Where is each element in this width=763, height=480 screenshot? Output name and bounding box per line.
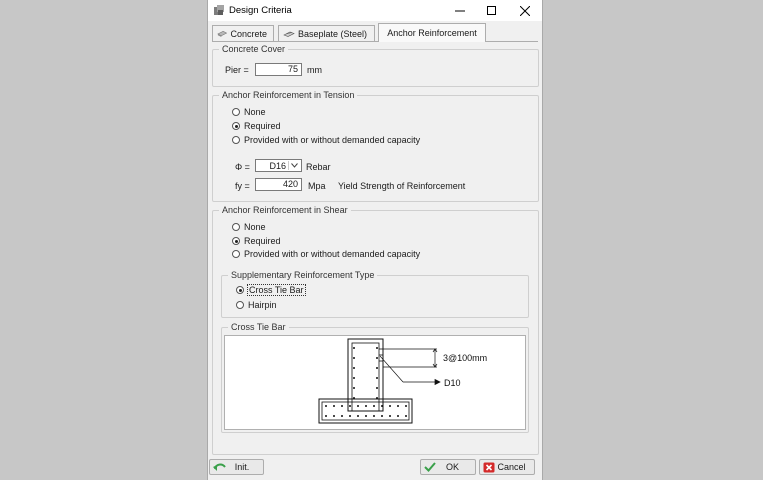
cross-tie-detail-canvas <box>224 335 526 430</box>
tab-baseplate-label: Baseplate (Steel) <box>298 28 368 39</box>
tension-legend: Anchor Reinforcement in Tension <box>219 90 357 100</box>
tab-concrete[interactable] <box>212 25 274 41</box>
cross-tie-bar-label: Cross Tie Bar <box>249 285 304 295</box>
shear-required-label: Required <box>244 236 281 246</box>
tension-provided-label: Provided with or without demanded capacity <box>244 135 421 145</box>
phi-label: Φ = <box>235 162 250 172</box>
tension-required-radio[interactable] <box>232 121 281 131</box>
shear-group <box>212 205 539 455</box>
design-criteria-dialog <box>207 0 543 480</box>
cancel-button[interactable] <box>479 459 535 475</box>
ok-button[interactable] <box>420 459 476 475</box>
concrete-cover-legend: Concrete Cover <box>219 44 288 54</box>
cross-tie-detail-legend: Cross Tie Bar <box>228 322 289 332</box>
cancel-button-label: Cancel <box>497 462 526 472</box>
rebar-select-value: D16 <box>269 161 286 171</box>
radio-dot <box>232 250 240 258</box>
radio-dot-selected <box>232 122 240 130</box>
supplementary-type-legend: Supplementary Reinforcement Type <box>228 270 377 280</box>
maximize-icon <box>487 6 497 16</box>
spacing-dimension <box>383 349 437 367</box>
radio-dot-selected <box>236 286 244 294</box>
tab-baseplate[interactable] <box>278 25 375 41</box>
rebar-select[interactable] <box>255 159 302 172</box>
close-button[interactable] <box>509 0 541 21</box>
chevron-down-icon <box>288 161 300 170</box>
cancel-x-icon <box>483 462 495 473</box>
shear-provided-label: Provided with or without demanded capacity <box>244 249 421 259</box>
window-title: Design Criteria <box>229 5 292 16</box>
tension-group <box>212 90 539 202</box>
cross-tie-detail-group <box>221 322 529 433</box>
tab-strip <box>212 23 542 42</box>
title-bar <box>208 0 542 21</box>
concrete-cover-group <box>212 44 539 87</box>
fy-label: fy = <box>235 181 250 191</box>
radio-dot <box>236 301 244 309</box>
spacing-text: 3@100mm <box>443 353 488 363</box>
pier-inner <box>352 343 379 411</box>
cross-tie-detail-drawing <box>225 336 525 429</box>
minimize-button[interactable] <box>444 0 476 21</box>
hairpin-label: Hairpin <box>248 300 277 310</box>
pier-cover-input[interactable]: 75 <box>255 63 302 76</box>
radio-dot <box>232 108 240 116</box>
bar-leader <box>380 356 440 385</box>
tension-provided-radio[interactable] <box>232 135 420 145</box>
close-icon <box>520 6 530 16</box>
pier-label: Pier = <box>225 65 249 75</box>
fy-input[interactable]: 420 <box>255 178 302 191</box>
shear-provided-radio[interactable] <box>232 249 420 259</box>
tab-concrete-label: Concrete <box>230 28 267 39</box>
fy-description: Yield Strength of Reinforcement <box>338 181 466 191</box>
minimize-icon <box>455 6 465 16</box>
maximize-button[interactable] <box>476 0 508 21</box>
shear-none-radio[interactable] <box>232 222 266 232</box>
tab-anchor-reinforcement[interactable] <box>378 23 486 42</box>
pier-outline <box>348 339 383 411</box>
pier-rebar <box>353 347 378 399</box>
check-icon <box>424 462 436 472</box>
shear-legend: Anchor Reinforcement in Shear <box>219 205 351 215</box>
tension-none-radio[interactable] <box>232 107 266 117</box>
baseplate-tab-icon <box>283 29 295 38</box>
tension-required-label: Required <box>244 121 281 131</box>
radio-dot-selected <box>232 237 240 245</box>
shear-required-radio[interactable] <box>232 236 281 246</box>
bar-size-text: D10 <box>444 378 461 388</box>
tab-anchor-reinforcement-label: Anchor Reinforcement <box>387 28 477 38</box>
radio-dot <box>232 136 240 144</box>
concrete-tab-icon <box>217 29 227 38</box>
hairpin-radio[interactable] <box>236 300 277 310</box>
rebar-label: Rebar <box>306 162 331 172</box>
supplementary-type-group <box>221 270 529 318</box>
init-button[interactable] <box>209 459 264 475</box>
pier-unit: mm <box>307 65 322 75</box>
tab-divider <box>212 41 538 42</box>
shear-none-label: None <box>244 222 266 232</box>
fy-unit: Mpa <box>308 181 326 191</box>
cross-tie-bar-radio[interactable] <box>236 285 305 295</box>
app-icon <box>213 4 225 16</box>
undo-arrow-icon <box>213 462 227 472</box>
tension-none-label: None <box>244 107 266 117</box>
ok-button-label: OK <box>445 462 459 472</box>
init-button-label: Init. <box>234 462 250 472</box>
radio-dot <box>232 223 240 231</box>
